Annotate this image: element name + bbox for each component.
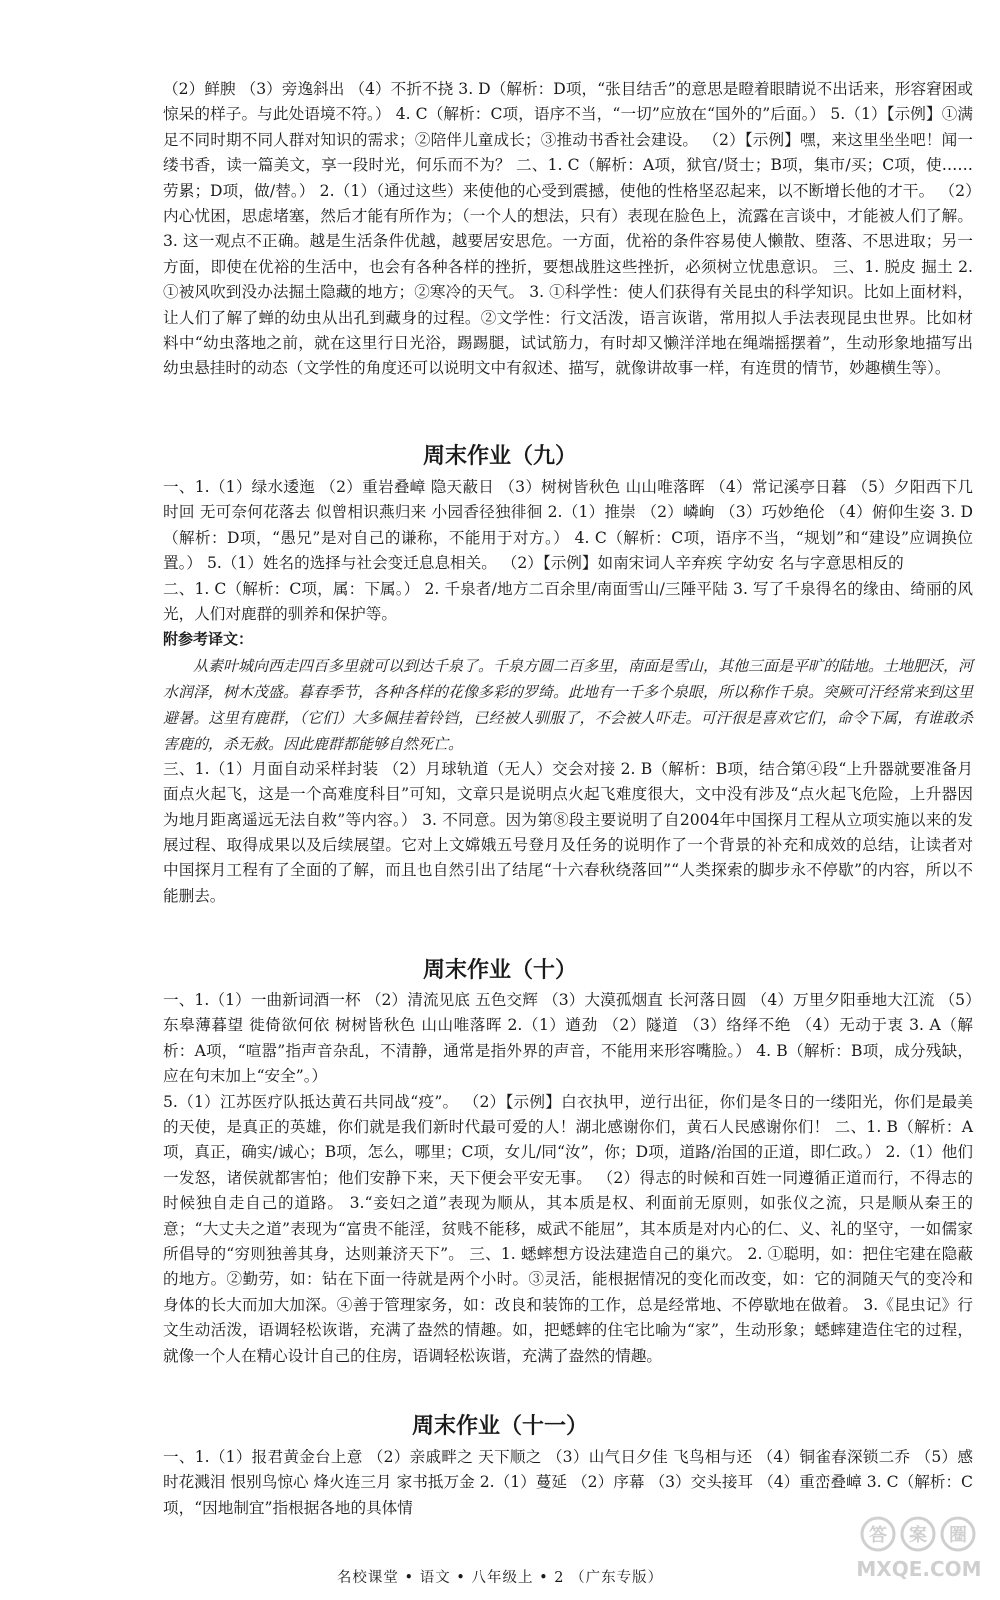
svg-text:圈: 圈: [949, 1525, 967, 1546]
answer-paragraph: （2）鲜腴 （3）旁逸斜出 （4）不折不挠 3. D（解析：D项，“张目结舌”的意思是瞪着眼睛说不出话来，形容窘困或惊呆的样子。与此处语境不符。） 4. C（解析：C项，语序不当，“一切”应放在“国外的”后面。） 5.（1）【示例】①满足不同时期不同人群对知识的需求；②陪伴儿童成长；③推动书香社会建设。 （2）【示例】嘿，来这里坐坐吧！闻一缕书香，读一篇美文，享一段时光，何乐而不为？ 二、1. C（解析：A项，狱官/贤士；B项，集市/买；C项，使……劳累；D项，做/替。） 2.（1）（通过这些）来使他的心受到震撼，使他的性格坚忍起来，以不断增长他的才干。 （2）内心忧困，思虑堵塞，然后才能有所作为；（一个人的想法，只有）表现在脸色上，流露在言谈中，才能被人们了解。 3. 这一观点不正确。越是生活条件优越，越要居安思危。一方面，优裕的条件容易使人懒散、堕落、不思进取；另一方面，即使在优裕的生活中，也会有各种各样的挫折，要想战胜这些挫折，必须树立忧患意识。 三、1. 脱皮 掘土 2. ①被风吹到没办法掘土隐藏的地方；②寒冷的天气。 3. ①科学性：使人们获得有关昆虫的科学知识。比如上面材料，让人们了解了蝉的幼虫从出孔到藏身的过程。②文学性：行文活泼，语言诙谐，常用拟人手法表现昆虫世界。比如材料中“幼虫落地之前，就在这里行日光浴，踢踢腿，试试筋力，有时却又懒洋洋地在绳端摇摆着”，生动形象地描写出幼虫悬挂时的动态（文学性的角度还可以说明文中有叙述、描写，就像讲故事一样，有连贯的情节，妙趣横生等）。: [163, 80, 973, 378]
section-title-weekly-homework-11: 周末作业（十一）: [411, 1414, 588, 1439]
answer-paragraph: 二、1. C（解析：C项，属：下属。） 2. 千泉者/地方二百余里/南面雪山/三陲平陆 3. 写了千泉得名的缘由、绮丽的风光，人们对鹿群的驯养和保护等。: [163, 579, 973, 624]
answer-paragraph: 5.（1）江苏医疗队抵达黄石共同战“疫”。 （2）【示例】白衣执甲，逆行出征，你们是冬日的一缕阳光，你们是最美的天使，是真正的英雄，你们就是我们新时代最可爱的人！湖北感谢你们，黄石人民感谢你们！ 二、1. B（解析：A项，真正，确实/诚心；B项，怎么，哪里；C项，女儿/同“汝”，你；D项，道路/治国的正道，即仁政。） 2.（1）他们一发怒，诸侯就都害怕；他们安静下来，天下便会平安无事。 （2）得志的时候和百姓一同遵循正道而行，不得志的时候独自走自己的道路。 3.“妾妇之道”表现为顺从，其本质是权、利面前无原则，如张仪之流，只是顺从秦王的意；“大丈夫之道”表现为“富贵不能淫，贫贱不能移，威武不能屈”，其本质是对内心的仁、义、礼的坚守，一如儒家所倡导的“穷则独善其身，达则兼济天下”。 三、1. 蟋蟀想方设法建造自己的巢穴。 2. ①聪明，如：把住宅建在隐蔽的地方。②勤劳，如：钻在下面一待就是两个小时。③灵活，能根据情况的变化而改变，如：它的洞随天气的变冷和身体的长大而加大加深。④善于管理家务，如：改良和装饰的工作，总是经常地、不停歇地在做着。 3.《昆虫记》行文生动活泼，语调轻松诙谐，充满了盎然的情趣。如，把蟋蟀的住宅比喻为“家”，生动形象；蟋蟀建造住宅的过程，就像一个人在精心设计自己的住房，语调轻松诙谐，充满了盎然的情趣。: [163, 1092, 973, 1365]
watermark-logo: [856, 1508, 982, 1588]
weekly-homework-9-answers: [163, 475, 973, 909]
svg-text:案: 案: [909, 1525, 927, 1546]
section-title-weekly-homework-9: 周末作业（九）: [422, 444, 577, 469]
page-footer: 名校课堂 • 语文 • 八年级上 • 2 （广东专版）: [336, 1570, 664, 1586]
answer-paragraph: 一、1.（1）报君黄金台上意 （2）亲戚畔之 天下顺之 （3）山气日夕佳 飞鸟相与还 （4）铜雀春深锁二乔 （5）感时花溅泪 恨别鸟惊心 烽火连三月 家书抵万金 2.（1）蔓延 （2）序幕 （3）交头接耳 （4）重峦叠嶂 3. C（解析：C项，“因地制宜”指根据各地的具体情: [163, 1448, 973, 1517]
weekly-homework-8-answers: [163, 77, 973, 382]
reference-translation-label: 附参考译文：: [163, 630, 254, 649]
svg-text:答: 答: [869, 1525, 887, 1546]
weekly-homework-11-answers: [163, 1445, 973, 1521]
svg-text:MXQE.COM: MXQE.COM: [856, 1557, 982, 1581]
answer-paragraph: 一、1.（1）绿水逶迤 （2）重岩叠嶂 隐天蔽日 （3）树树皆秋色 山山唯落晖 （4）常记溪亭日暮 （5）夕阳西下几时回 无可奈何花落去 似曾相识燕归来 小园香径独徘徊 2.（1）推崇 （2）嶙峋 （3）巧妙绝伦 （4）俯仰生姿 3. D（解析：D项，“愚兄”是对自己的谦称，不能用于对方。） 4. C（解析：C项，语序不当，“规划”和“建设”应调换位置。） 5.（1）姓名的选择与社会变迁息息相关。 （2）【示例】如南宋词人辛弃疾 字幼安 名与字意思相反的: [163, 478, 973, 573]
reference-translation: 从素叶城向西走四百多里就可以到达千泉了。千泉方圆二百多里，南面是雪山，其他三面是平旷的陆地。土地肥沃，河水润泽，树木茂盛。暮春季节，各种各样的花像多彩的罗绮。此地有一千多个泉眼，所以称作千泉。突厥可汗经常来到这里避暑。这里有鹿群，（它们）大多佩挂着铃铛，已经被人驯服了，不会被人吓走。可汗很是喜欢它们，命令下属，有谁敢杀害鹿的，杀无赦。因此鹿群都能够自然死亡。: [163, 656, 974, 753]
weekly-homework-10-answers: [163, 988, 973, 1369]
answer-paragraph: 一、1.（1）一曲新词酒一杯 （2）清流见底 五色交辉 （3）大漠孤烟直 长河落日圆 （4）万里夕阳垂地大江流 （5）东皋薄暮望 徙倚欲何依 树树皆秋色 山山唯落晖 2.（1）遒劲 （2）隧道 （3）络绎不绝 （4）无动于衷 3. A（解析：A项，“喧嚣”指声音杂乱，不清静，通常是指外界的声音，不能用来形容嘴脸。） 4. B（解析：B项，成分残缺，应在句末加上“安全”。）: [163, 991, 973, 1086]
answer-paragraph: 三、1.（1）月面自动采样封装 （2）月球轨道（无人）交会对接 2. B（解析：B项，结合第④段“上升器就要准备月面点火起飞，这是一个高难度科目”可知，文章只是说明点火起飞难度很大，文中没有涉及“点火起飞危险，上升器因为地月距离遥远无法自救”等内容。） 3. 不同意。因为第⑧段主要说明了自2004年中国探月工程从立项实施以来的发展过程、取得成果以及后续展望。它对上文嫦娥五号登月及任务的说明作了一个背景的补充和成效的总结，让读者对中国探月工程有了全面的了解，而且也自然引出了结尾“十六春秋绕落回”“人类探索的脚步永不停歇”的内容，所以不能删去。: [163, 759, 973, 905]
section-title-weekly-homework-10: 周末作业（十）: [422, 958, 577, 983]
